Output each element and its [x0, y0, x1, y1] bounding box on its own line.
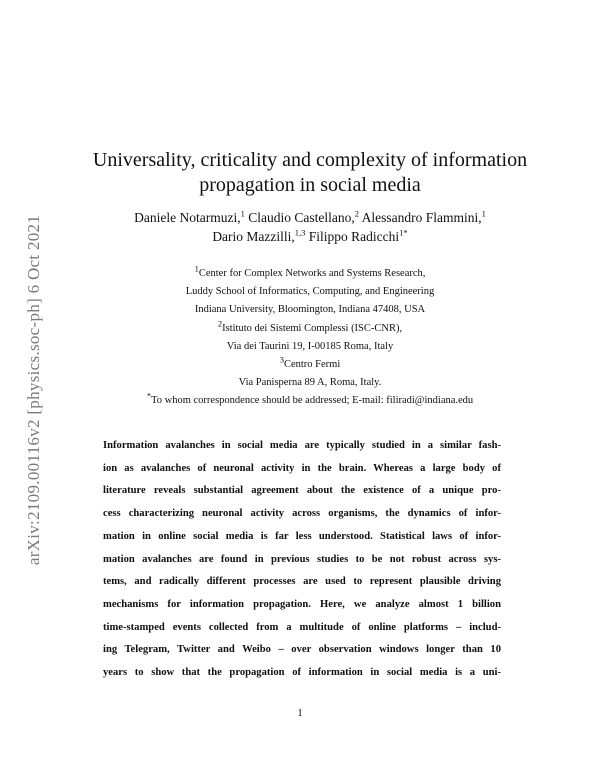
author-name: Filippo Radicchi	[308, 229, 400, 244]
title-line: propagation in social media	[199, 174, 421, 196]
arxiv-stamp-text: arXiv:2109.00116v2 [physics.soc-ph] 6 Oct 2021	[24, 214, 44, 566]
abstract	[103, 435, 501, 685]
abstract-line: cess characterizing neuronal activity across organisms, the dynamics of infor-	[103, 508, 501, 520]
affiliation-mark: 2	[217, 318, 223, 329]
affiliation-line: Via dei Taurini 19, I-00185 Roma, Italy	[226, 340, 394, 352]
arxiv-identifier-stamp	[14, 190, 54, 590]
abstract-line: mechanisms for information propagation. Here, we analyze almost 1 billion	[103, 598, 501, 610]
abstract-line: ing Telegram, Twitter and Weibo – over observation windows longer than 10	[103, 644, 501, 656]
affiliation-line: $^1$Center for Complex Networks and Systems Research,	[194, 263, 426, 279]
author-affiliation-mark: 1	[240, 208, 245, 219]
author-line-1	[60, 208, 560, 227]
paper-title	[60, 148, 560, 198]
abstract-line: Information avalanches in social media are typically studied in a similar fash-	[103, 440, 501, 451]
abstract-line: years to show that the propagation of information in social media is a uni-	[103, 667, 501, 679]
abstract-line: time-stamped events collected from a multitude of online platforms – includ-	[103, 621, 501, 633]
correspondence-line: *To whom correspondence should be addressed; E-mail: filiradi@indiana.edu	[146, 390, 474, 407]
author-affiliation-mark: 1	[481, 208, 486, 219]
affiliation-line: Indiana University, Bloomington, Indiana 47408, USA	[194, 304, 426, 316]
author-name: Dario Mazzilli,	[212, 229, 295, 244]
affiliations	[60, 265, 560, 411]
page-number: 1	[297, 707, 303, 719]
affiliation-mark: 3	[279, 354, 284, 365]
author-affiliation-mark: 2	[354, 208, 359, 219]
affiliation-line: Luddy School of Informatics, Computing, and Engineering	[185, 286, 435, 298]
abstract-line: tems, and radically different processes are used to represent plausible driving	[103, 576, 501, 588]
affiliation-line: $^2$Istituto dei Sistemi Complessi (ISC-CNR),	[217, 318, 403, 334]
abstract-line: ion as avalanches of neuronal activity in the brain. Whereas a large body of	[103, 462, 501, 474]
title-line: Universality, criticality and complexity of information	[92, 149, 528, 171]
author-name: Alessandro Flammini,	[361, 210, 482, 225]
author-name: Daniele Notarmuzi,	[134, 210, 241, 225]
affiliation-mark: 1	[194, 263, 199, 274]
author-line-2	[60, 227, 560, 246]
correspondence-mark: *	[146, 390, 152, 401]
abstract-line: mation avalanches are found in previous studies to be not robust across sys-	[103, 553, 501, 565]
author-list	[60, 208, 560, 246]
author-name: Claudio Castellano,	[248, 210, 355, 225]
affiliation-line: $^3$Centro Fermi	[279, 354, 341, 371]
author-affiliation-mark: 1,3	[294, 227, 306, 238]
abstract-line: mation in online social media is far less understood. Statistical laws of infor-	[103, 530, 501, 542]
author-affiliation-mark: 1*	[399, 227, 408, 238]
abstract-line: literature reveals substantial agreement about the existence of a unique pro-	[103, 485, 501, 497]
affiliation-line: Via Panisperna 89 A, Roma, Italy.	[238, 377, 382, 389]
